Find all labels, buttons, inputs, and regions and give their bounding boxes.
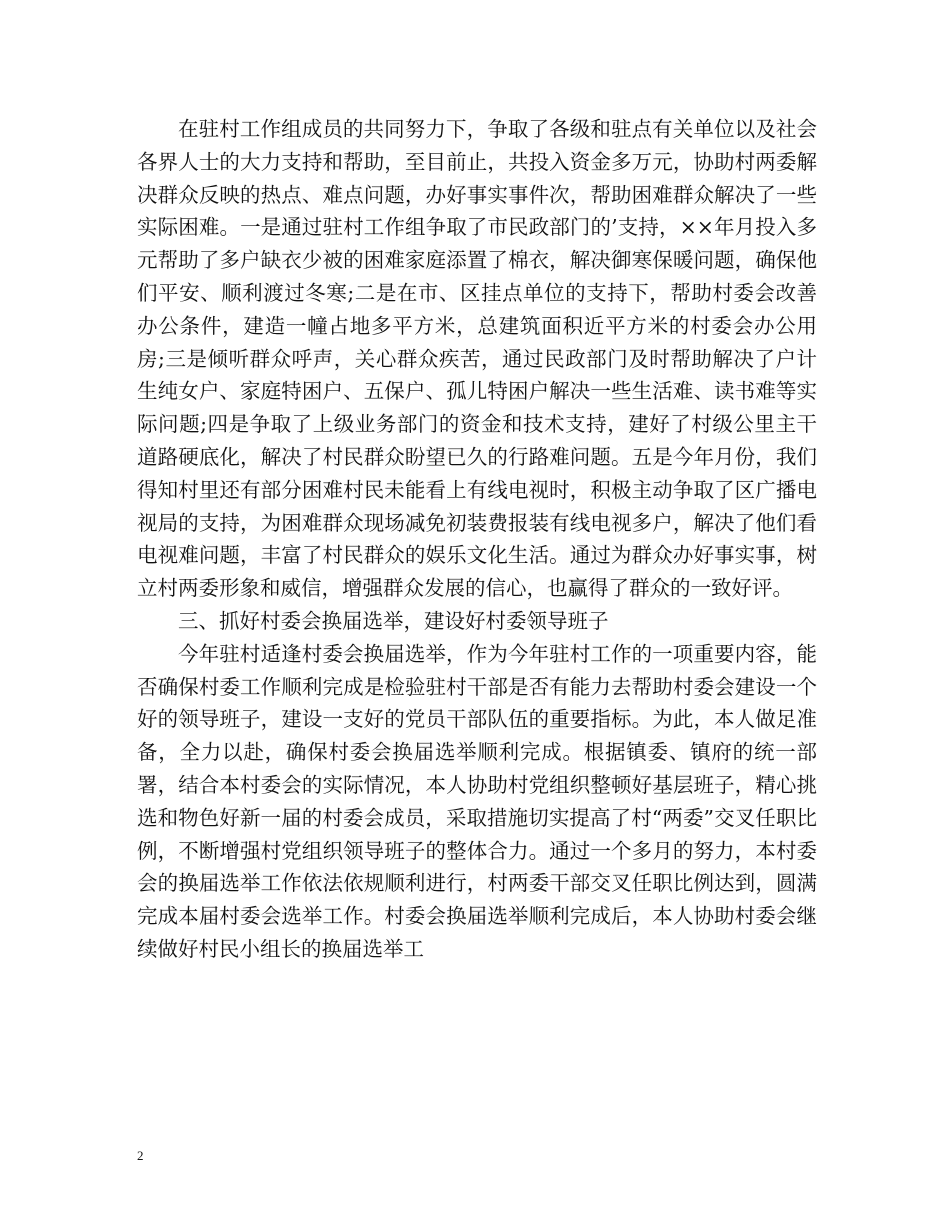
paragraph-assistance-results: 在驻村工作组成员的共同努力下，争取了各级和驻点有关单位以及社会各界人士的大力支持和帮助，至目前止，共投入资金多万元，协助村两委解决群众反映的热点、难点问题，办好事实事件次，帮助困难群众解决了一些实际困难。一是通过驻村工作组争取了市民政部门的’支持，××年月投入多元帮助了多户缺衣少被的困难家庭添置了棉衣，解决御寒保暖问题，确保他们平安、顺利渡过冬寒;二是在市、区挂点单位的支持下，帮助村委会改善办公条件，建造一幢占地多平方米，总建筑面积近平方米的村委会办公用房;三是倾听群众呼声，关心群众疾苦，通过民政部门及时帮助解决了户计生纯女户、家庭特困户、五保户、孤儿特困户解决一些生活难、读书难等实际问题;四是争取了上级业务部门的资金和技术支持，建好了村级公里主干道路硬底化，解决了村民群众盼望已久的行路难问题。五是今年月份，我们得知村里还有部分困难村民未能看上有线电视时，积极主动争取了区广播电视局的支持，为困难群众现场减免初装费报装有线电视多户，解决了他们看电视难问题，丰富了村民群众的娱乐文化生活。通过为群众办好事实事，树立村两委形象和威信，增强群众发展的信心，也赢得了群众的一致好评。	[137, 117, 817, 601]
document-body	[137, 113, 817, 966]
section-heading-village-election: 三、抓好村委会换届选举，建设好村委领导班子	[178, 608, 609, 633]
page-number: 2	[137, 1148, 144, 1163]
paragraph-election-work: 今年驻村适逢村委会换届选举，作为今年驻村工作的一项重要内容，能否确保村委工作顺利完成是检验驻村干部是否有能力去帮助村委会建设一个好的领导班子，建设一支好的党员干部队伍的重要指标。为此，本人做足准备，全力以赴，确保村委会换届选举顺利完成。根据镇委、镇府的统一部署，结合本村委会的实际情况，本人协助村党组织整顿好基层班子，精心挑选和物色好新一届的村委会成员，采取措施切实提高了村“两委”交叉任职比例，不断增强村党组织领导班子的整体合力。通过一个多月的努力，本村委会的换届选举工作依法依规顺利进行，村两委干部交叉任职比例达到，圆满完成本届村委会选举工作。村委会换届选举顺利完成后，本人协助村委会继续做好村民小组长的换届选举工	[137, 641, 817, 961]
